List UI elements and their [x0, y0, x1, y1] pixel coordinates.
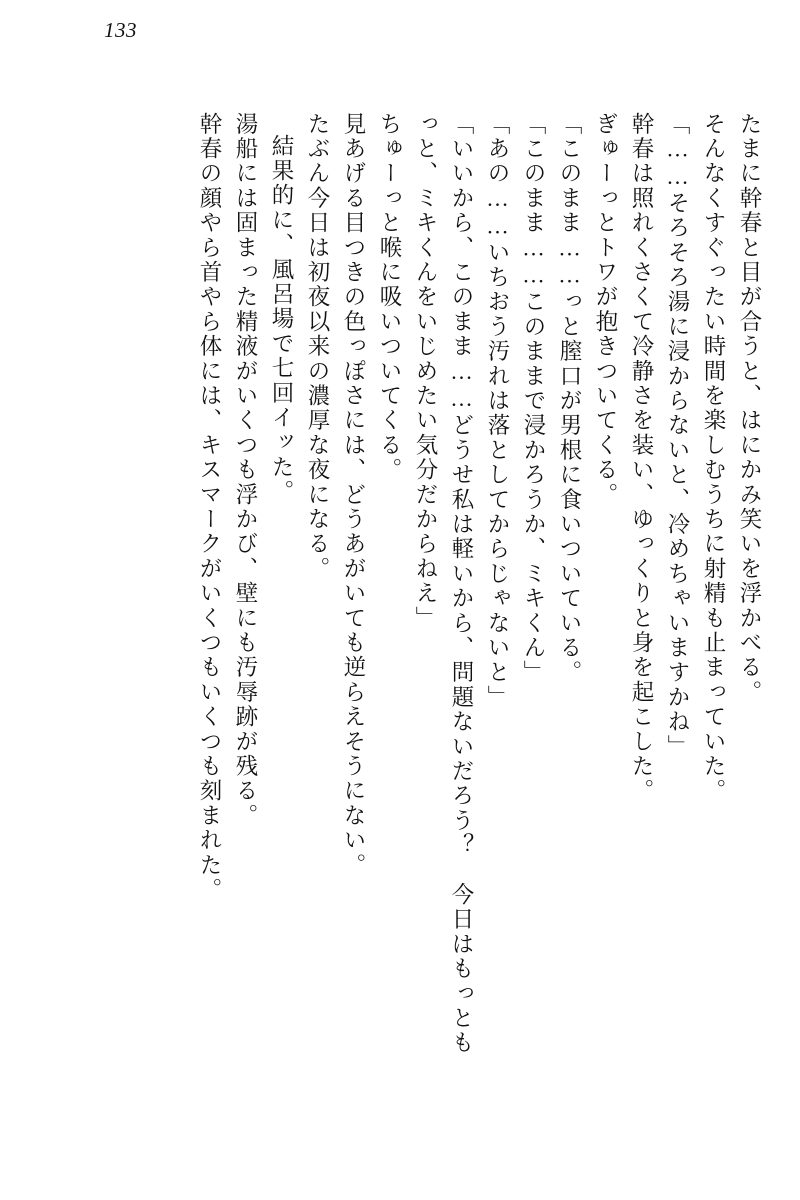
vertical-text-body: [60, 112, 762, 1056]
text-line: 見あげる目つきの色っぽさには、どうあがいても逆らえそうにない。: [341, 112, 366, 878]
text-line: 幹春の顔やら首やら体には、キスマークがいくつもいくつも刻まれた。: [197, 112, 222, 903]
text-line: 「あの……いちおう汚れは落としてからじゃないと」: [485, 112, 510, 710]
text-line: たぶん今日は初夜以来の濃厚な夜になる。: [305, 112, 330, 582]
text-line: ちゅーっと喉に吸いついてくる。: [377, 112, 402, 483]
text-line: ぎゅーっとトワが抱きついてくる。: [593, 112, 618, 508]
text-line: 「いいから、このまま……どうせ私は軽いから、問題ないだろう？ 今日はもっとも: [449, 112, 474, 1056]
text-line: 結果的に、風呂場で七回イッた。: [269, 134, 294, 505]
text-line: たまに幹春と目が合うと、はにかみ笑いを浮かべる。: [737, 112, 762, 705]
text-line: 「このまま……このままで浸かろうか、ミキくん」: [521, 112, 546, 686]
text-line: 「このまま……っと膣口が男根に食いついている。: [557, 112, 582, 686]
text-line: 湯船には固まった精液がいくつも浮かび、壁にも汚辱跡が残る。: [233, 112, 258, 829]
text-line: っと、ミキくんをいじめたい気分だからねえ」: [413, 112, 438, 631]
text-line: 「……そろそろ湯に浸からないと、冷めちゃいますかね」: [665, 112, 690, 760]
text-line: そんなくすぐったい時間を楽しむうちに射精も止まっていた。: [701, 112, 726, 804]
text-line: 幹春は照れくさくて冷静さを装い、ゆっくりと身を起こした。: [629, 112, 654, 804]
page-number: 133: [104, 18, 137, 42]
